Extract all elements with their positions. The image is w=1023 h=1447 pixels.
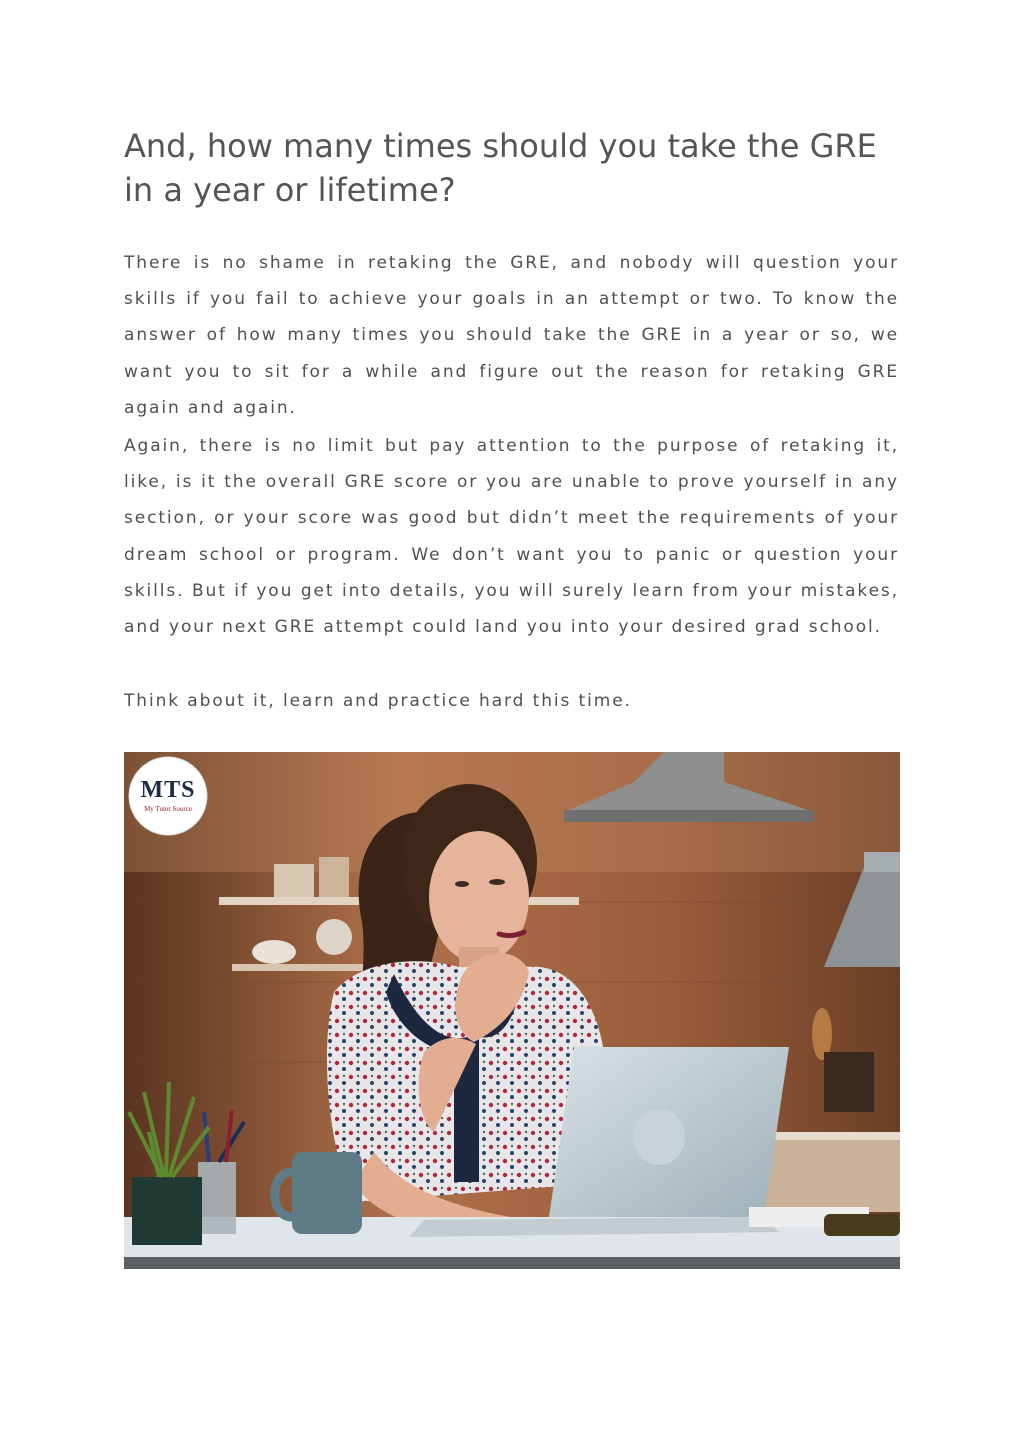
article-photo <box>124 752 900 1269</box>
paragraph-3: Think about it, learn and practice hard this time. <box>124 691 632 711</box>
photo-illustration <box>124 752 900 1269</box>
paragraph-1: There is no shame in retaking the GRE, and nobody will question your skills if you fail to achieve your goals in an attempt or two. To know the answer of how many times you should take the GRE in a year or so, we want you to sit for a while and figure out the reason for retaking GRE again and again. <box>124 253 899 418</box>
logo-subtext: My Tutor Source <box>144 805 192 813</box>
logo <box>129 757 207 835</box>
paragraph-2: Again, there is no limit but pay attention to the purpose of retaking it, like, is it the overall GRE score or you are unable to prove yourself in any section, or your score was good but didn’t meet the requirements of your dream school or program. We don’t want you to panic or question your skills. But if you get into details, you will surely learn from your mistakes, and your next GRE attempt could land you into your desired grad school. <box>124 436 899 638</box>
article-heading: And, how many times should you take the GRE in a year or lifetime? <box>124 127 877 209</box>
logo-text: MTS <box>140 777 196 803</box>
